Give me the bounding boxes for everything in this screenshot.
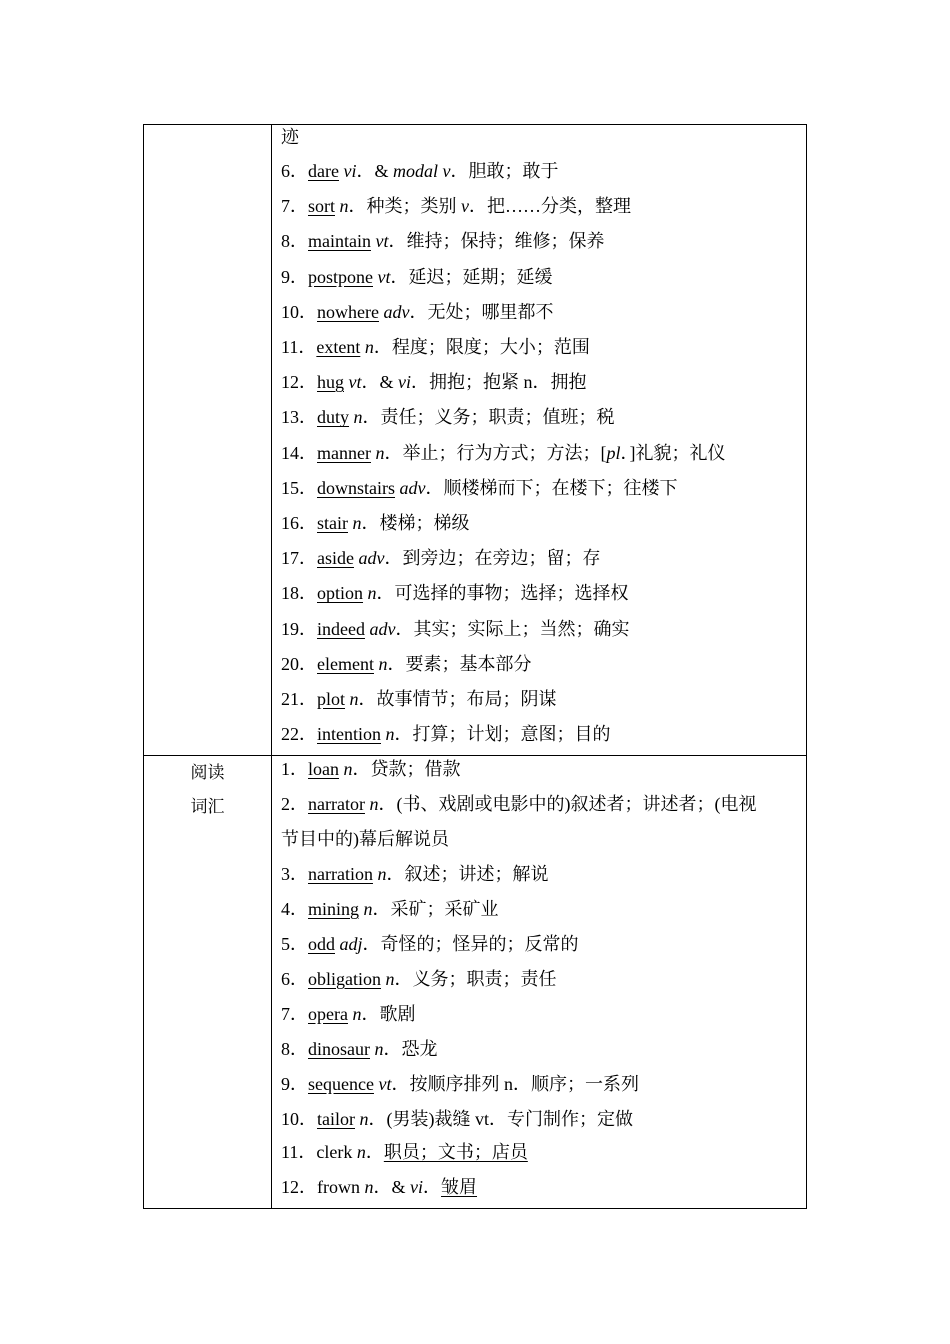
entry-pos: n: [359, 1109, 369, 1129]
entry-pos: n: [369, 794, 379, 814]
vocab-entry: [281, 226, 800, 256]
entry-definition: ．歌剧: [361, 1004, 416, 1024]
entry-word: indeed: [317, 618, 365, 639]
entry-word: manner: [317, 442, 371, 463]
entry-pos: vt: [377, 266, 391, 287]
entry-word: clerk: [316, 1142, 353, 1162]
entry-separator: ．: [365, 1142, 384, 1162]
entry-number: 22．: [281, 724, 317, 745]
entry-number: 2．: [281, 794, 308, 814]
entry-pos-2: vi: [398, 372, 412, 393]
entry-definition: ．责任；义务；职责；值班；税: [362, 407, 615, 428]
vocab-entry: [281, 262, 800, 292]
entry-number: 20．: [281, 653, 317, 674]
vocab-entry: [281, 332, 800, 362]
entry-number: 7．: [281, 1004, 308, 1024]
entry-definition: ．按顺序排列 n．顺序；一系列: [391, 1074, 639, 1094]
entry-pos: n: [385, 969, 395, 989]
entry-definition: ．故事情节；布局；阴谋: [358, 689, 557, 709]
entry-word: tailor: [317, 1109, 355, 1129]
entry-number: 9．: [281, 266, 308, 287]
entry-definition: ．胆敢；敢于: [450, 161, 559, 181]
entry-pos: n: [352, 513, 362, 533]
entry-word: plot: [317, 689, 346, 709]
entry-pos: vt: [348, 372, 362, 393]
entry-word: loan: [308, 759, 339, 779]
entry-word: aside: [317, 548, 354, 569]
entry-mid: ．种类；类别: [348, 196, 461, 217]
entry-pos: n: [356, 1142, 366, 1162]
vocab-entry: [281, 578, 800, 608]
entry-definition: ．把……分类，整理: [469, 196, 631, 217]
entry-definition: ．顺楼梯而下；在楼下；往楼下: [425, 477, 678, 498]
entry-definition: ．采矿；采矿业: [372, 899, 499, 919]
entry-number: 10．: [281, 1109, 317, 1129]
entry-pos: n: [364, 1177, 374, 1197]
entry-definition: ．楼梯；梯级: [361, 513, 470, 533]
entry-definition: ．(书、戏剧或电影中的)叙述者；讲述者；(电视: [378, 794, 757, 814]
entry-word: nowhere: [317, 301, 379, 322]
entry-pos: n: [367, 583, 377, 604]
entry-definition: ．可选择的事物；选择；选择权: [376, 583, 629, 604]
entry-pos: adv: [369, 618, 396, 639]
entry-mid: ．&: [361, 372, 399, 393]
entry-pos: vt: [378, 1074, 392, 1094]
entry-word: duty: [317, 407, 350, 428]
vocab-entry: [281, 964, 800, 994]
entry-answer: 皱眉: [441, 1177, 478, 1197]
entry-word: sequence: [308, 1074, 374, 1094]
entry-pos: n: [339, 196, 349, 217]
entry-word: mining: [308, 899, 360, 919]
vocab-entry: [281, 684, 800, 714]
entry-mid: ．&: [356, 161, 393, 181]
entry-number: 11．: [281, 1142, 317, 1162]
entry-word: stair: [317, 513, 348, 533]
entry-number: 3．: [281, 864, 308, 884]
entry-pos: n: [343, 759, 353, 779]
entry-number: 8．: [281, 231, 308, 252]
entry-word: narration: [308, 864, 373, 884]
entry-word: dare: [308, 161, 339, 181]
entry-clerk: [281, 1137, 800, 1167]
entry-definition: ．贷款；借款: [352, 759, 461, 779]
entry-number: 15．: [281, 477, 317, 498]
entry-definition: ．程度；限度；大小；范围: [373, 337, 590, 357]
vocab-entry: [281, 297, 800, 327]
entry-pos: vi: [343, 161, 357, 181]
vocab-entry: [281, 508, 800, 538]
entry-word: sort: [308, 196, 335, 217]
entry-mid: ．举止；行为方式；方法；[: [384, 442, 607, 463]
entry-separator: ．: [423, 1177, 442, 1197]
entry-number: 6．: [281, 969, 308, 989]
entry-number: 11．: [281, 337, 317, 357]
entry-definition: ．无处；哪里都不: [409, 301, 554, 322]
entry-word: element: [317, 653, 374, 674]
entry-number: 8．: [281, 1039, 308, 1059]
section-2-entries: [272, 756, 806, 1210]
entry-definition: ．其实；实际上；当然；确实: [395, 618, 630, 639]
vocab-entry: [281, 156, 800, 186]
entry-definition: ．(男装)裁缝 vt．专门制作；定做: [368, 1109, 633, 1129]
entry-pos-2: pl: [606, 442, 621, 463]
entry-pos: n: [385, 724, 395, 745]
entry-definition: ．拥抱；抱紧 n．拥抱: [411, 372, 587, 393]
entry-definition: ．叙述；讲述；解说: [386, 864, 549, 884]
entry-number: 21．: [281, 689, 317, 709]
entry-pos: vt: [375, 231, 389, 252]
entry-pos: n: [352, 1004, 362, 1024]
continuation-text: 迹: [281, 127, 299, 147]
entry-pos: n: [375, 442, 385, 463]
entry-number: 13．: [281, 407, 317, 428]
entry-number: 12．: [281, 372, 317, 393]
entry-word: postpone: [308, 266, 373, 287]
entry-number: 19．: [281, 618, 317, 639]
entry-pos: n: [374, 1039, 384, 1059]
entry-pos: n: [377, 864, 387, 884]
vocab-entry: [281, 1069, 800, 1099]
entry-word: hug: [317, 372, 344, 393]
entry-answer: 职员；文书；店员: [383, 1142, 528, 1162]
entry-pos: adv: [383, 301, 410, 322]
entry-pos: adv: [358, 548, 385, 569]
section-1-entries: [272, 125, 806, 755]
entry-word: extent: [316, 337, 361, 357]
vocab-entry: [281, 929, 800, 959]
entry-number: 14．: [281, 442, 317, 463]
entry-definition: ．到旁边；在旁边；留；存: [384, 548, 601, 569]
entry-word: odd: [308, 934, 335, 954]
entry-definition: ．恐龙: [383, 1039, 438, 1059]
entry-word: narrator: [308, 794, 365, 814]
label-line-1: 阅读: [190, 763, 225, 783]
vocab-entry: [281, 789, 800, 819]
entry-definition: ．要素；基本部分: [387, 653, 532, 674]
vocab-entry: [281, 191, 800, 221]
entry-word: dinosaur: [308, 1039, 370, 1059]
vocab-entry: [281, 894, 800, 924]
entry-number: 17．: [281, 548, 317, 569]
entry-pos: n: [378, 653, 388, 674]
vocab-entry: [281, 367, 800, 397]
entry-definition: ．奇怪的；怪异的；反常的: [362, 934, 579, 954]
vocab-entry: [281, 543, 800, 573]
entry-word: option: [317, 583, 364, 604]
entry-definition: ．打算；计划；意图；目的: [394, 724, 611, 745]
vocab-entry: [281, 999, 800, 1029]
label-line-2: 词汇: [190, 797, 225, 817]
vocab-entry: [281, 402, 800, 432]
entry-mid: ．&: [373, 1177, 411, 1197]
entry-number: 18．: [281, 583, 317, 604]
entry-number: 7．: [281, 196, 308, 217]
entry-pos-2: vi: [410, 1177, 424, 1197]
vocab-entry: [281, 824, 800, 854]
vocab-entry: [281, 649, 800, 679]
entry-word: opera: [308, 1004, 348, 1024]
entry-pos: n: [363, 899, 373, 919]
entry-pos: n: [349, 689, 359, 709]
entry-definition: ．]礼貌；礼仪: [620, 442, 726, 463]
vocab-entry: [281, 438, 800, 468]
vocab-entry: [281, 719, 800, 749]
entry-word: downstairs: [317, 477, 395, 498]
entry-definition: ．维持；保持；维修；保养: [388, 231, 605, 252]
entry-number: 10．: [281, 301, 317, 322]
entry-pos: adj: [339, 934, 363, 954]
entry-pos: n: [364, 337, 374, 357]
entry-number: 4．: [281, 899, 308, 919]
vocab-entry: [281, 1034, 800, 1064]
vocab-entry: [281, 1104, 800, 1134]
entry-number: 16．: [281, 513, 317, 533]
entry-definition: ．义务；职责；责任: [394, 969, 557, 989]
vocab-entry: [281, 473, 800, 503]
entry-number: 6．: [281, 161, 308, 181]
entry-word: intention: [317, 724, 381, 745]
entry-pos-2: v: [461, 196, 469, 217]
vocab-entry: [281, 859, 800, 889]
entry-number: 1．: [281, 759, 308, 779]
entry-pos-2: modal v: [393, 161, 451, 181]
entry-pos: n: [353, 407, 363, 428]
entry-word: maintain: [308, 231, 371, 252]
entry-pos: adv: [399, 477, 426, 498]
vocab-entry: [281, 614, 800, 644]
entry-number: 12．: [281, 1177, 317, 1197]
vocab-entry: [281, 754, 800, 784]
continuation-line: [281, 122, 800, 152]
entry-word: obligation: [308, 969, 381, 989]
entry-definition: 节目中的)幕后解说员: [281, 829, 449, 849]
entry-word: frown: [317, 1177, 360, 1197]
entry-number: 5．: [281, 934, 308, 954]
section-label-reading-vocabulary: [144, 756, 271, 824]
vocabulary-table: [143, 124, 807, 1209]
entry-number: 9．: [281, 1074, 308, 1094]
entry-definition: ．延迟；延期；延缓: [390, 266, 553, 287]
entry-frown: [281, 1172, 800, 1202]
